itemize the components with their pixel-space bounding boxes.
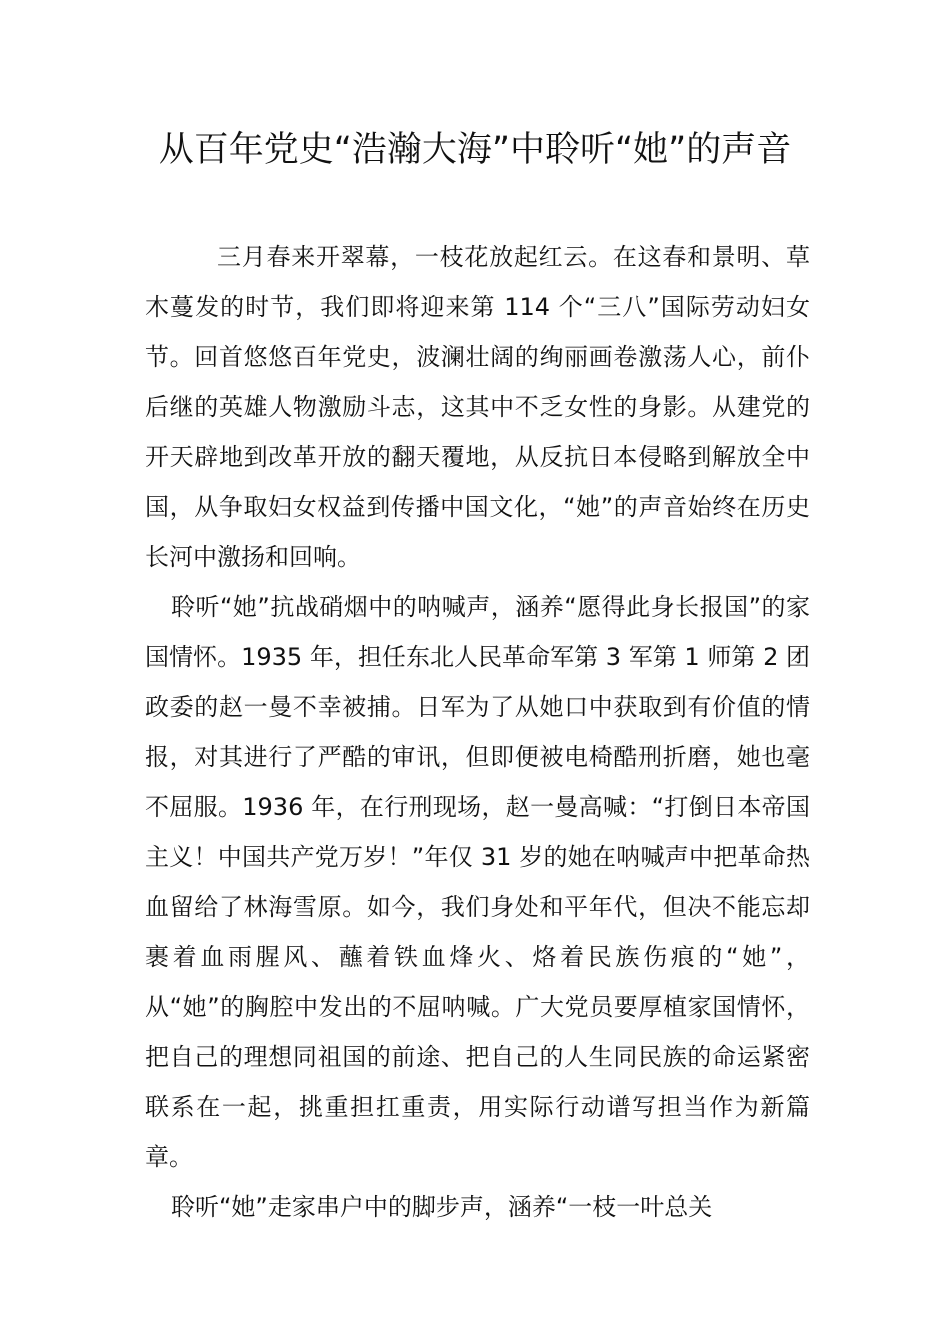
paragraph-intro: 三月春来开翠幕，一枝花放起红云。在这春和景明、草木蔓发的时节，我们即将迎来第 114 个“三八”国际劳动妇女节。回首悠悠百年党史，波澜壮阔的绚丽画卷激荡人心，前仆后继的英雄人物激励斗志，这其中不乏女性的身影。从建党的开天辟地到改革开放的翻天覆地，从反抗日本侵略到解放全中国，从争取妇女权益到传播中国文化，“她”的声音始终在历史长河中激扬和回响。 [145,243,810,571]
document-title: 从百年党史“浩瀚大海”中聆听“她”的声音 [158,130,792,170]
paragraph-footsteps: 聆听“她”走家串户中的脚步声，涵养“一枝一叶总关 [171,1193,713,1221]
document-body [145,232,810,1232]
paragraph-wartime-cry: 聆听“她”抗战硝烟中的呐喊声，涵养“愿得此身长报国”的家国情怀。1935 年，担任东北人民革命军第 3 军第 1 师第 2 团政委的赵一曼不幸被捕。日军为了从她口中获取到有价值的情报，对其进行了严酷的审讯，但即便被电椅酷刑折磨，她也毫不屈服。1936 年，在行刑现场，赵一曼高喊：“打倒日本帝国主义！中国共产党万岁！”年仅 31 岁的她在呐喊声中把革命热血留给了林海雪原。如今，我们身处和平年代，但决不能忘却裹着血雨腥风、蘸着铁血烽火、烙着民族伤痕的“她”，从“她”的胸腔中发出的不屈呐喊。广大党员要厚植家国情怀，把自己的理想同祖国的前途、把自己的人生同民族的命运紧密联系在一起，挑重担扛重责，用实际行动谱写担当作为新篇章。 [145,593,810,1171]
